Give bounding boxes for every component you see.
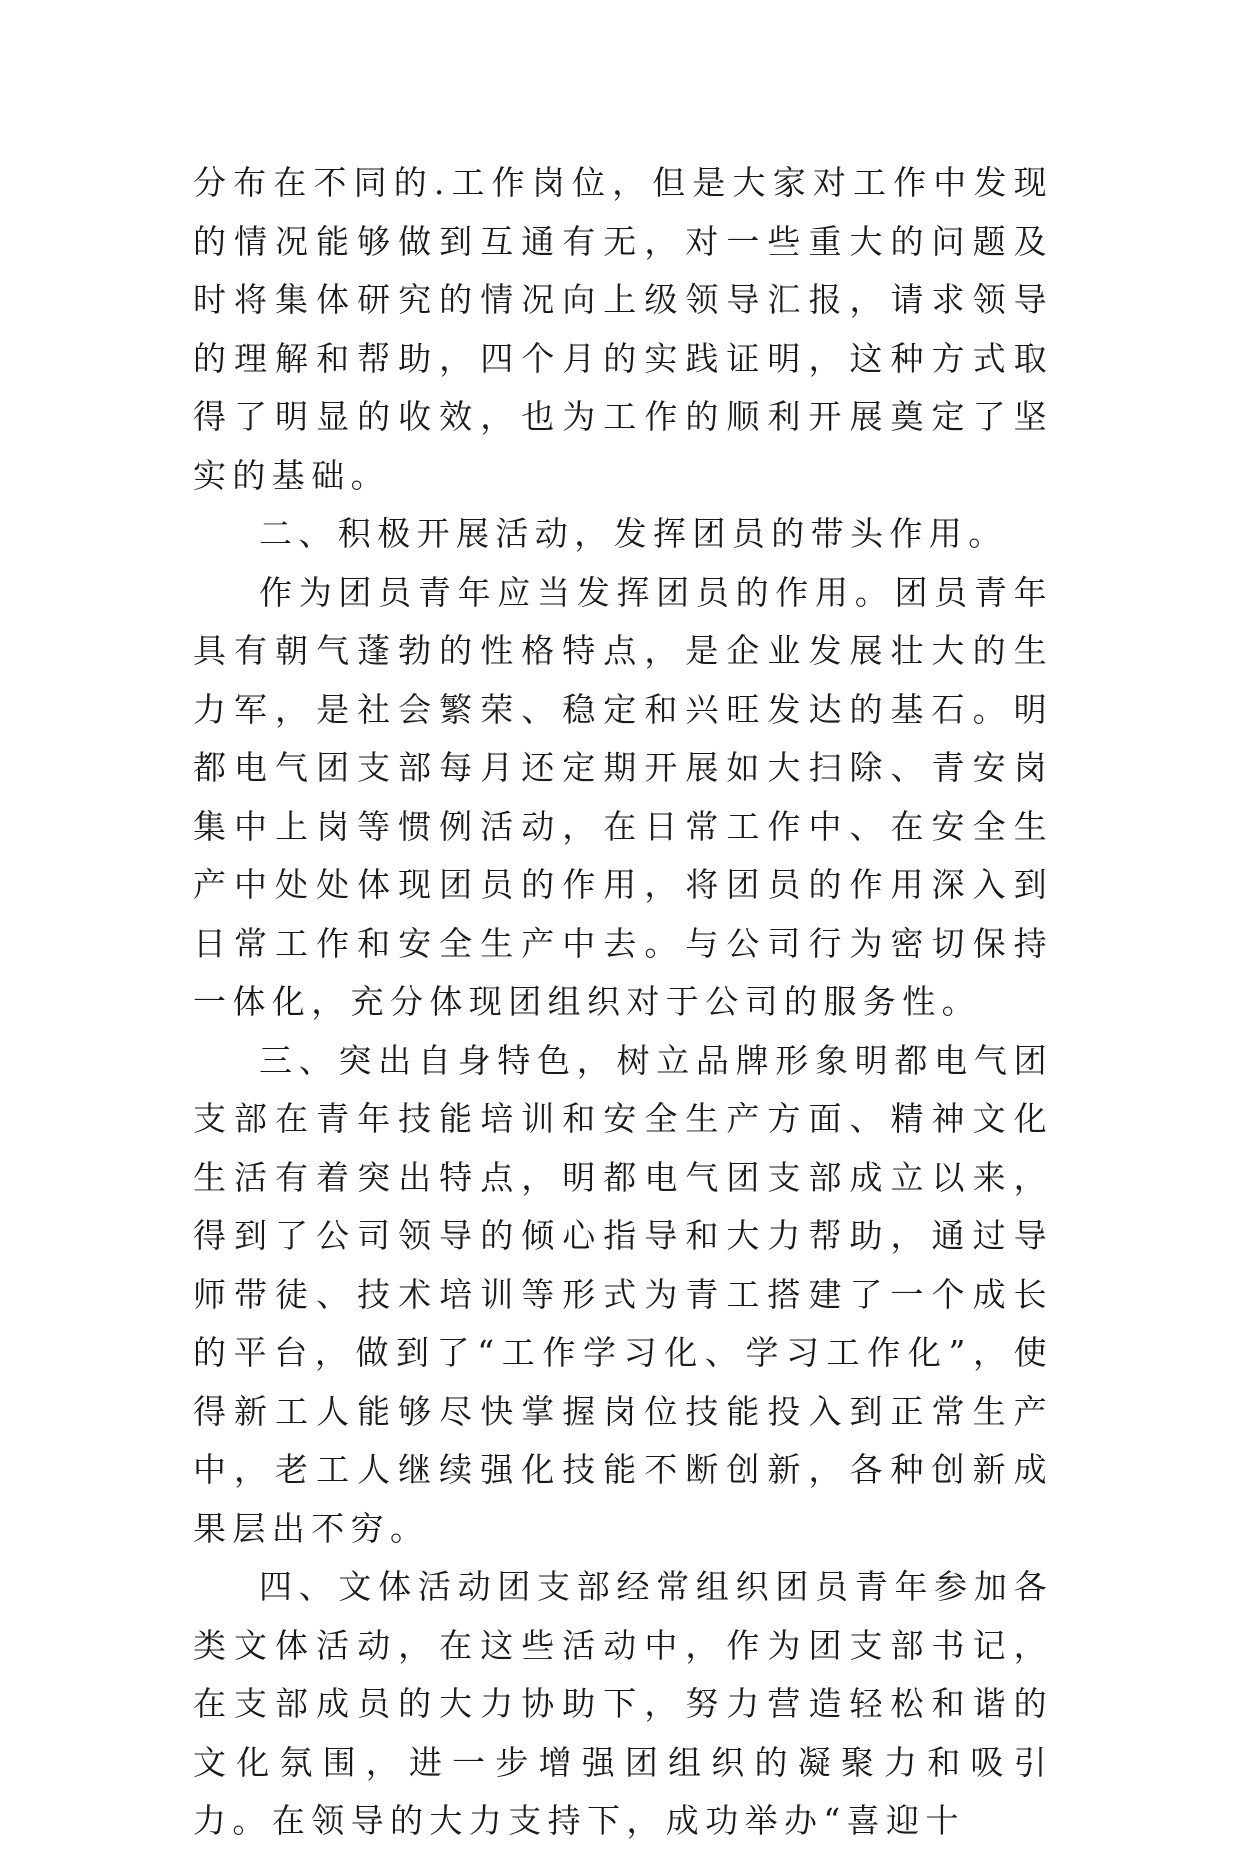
document-page [193,154,1053,1851]
paragraph-section-three: 三、突出自身特色，树立品牌形象明都电气团支部在青年技能培训和安全生产方面、精神文化生活有着突出特点，明都电气团支部成立以来，得到了公司领导的倾心指导和大力帮助，通过导师带徒、技术培训等形式为青工搭建了一个成长的平台，做到了“工作学习化、学习工作化”，使得新工人能够尽快掌握岗位技能投入到正常生产中，老工人继续强化技能不断创新，各种创新成果层出不穷。 [193,1040,1053,1548]
paragraph-section-four: 四、文体活动团支部经常组织团员青年参加各类文体活动，在这些活动中，作为团支部书记，在支部成员的大力协助下，努力营造轻松和谐的文化氛围，进一步增强团组织的凝聚力和吸引力。在领导的大力支持下，成功举办“喜迎十 [193,1567,1053,1840]
paragraph-continuation: 分布在不同的.工作岗位，但是大家对工作中发现的情况能够做到互通有无，对一些重大的问题及时将集体研究的情况向上级领导汇报，请求领导的理解和帮助，四个月的实践证明，这种方式取得了明显的收效，也为工作的顺利开展奠定了坚实的基础。 [193,163,1053,495]
paragraph-section-two-body: 作为团员青年应当发挥团员的作用。团员青年具有朝气蓬勃的性格特点，是企业发展壮大的生力军，是社会繁荣、稳定和兴旺发达的基石。明都电气团支部每月还定期开展如大扫除、青安岗集中上岗等惯例活动，在日常工作中、在安全生产中处处体现团员的作用，将团员的作用深入到日常工作和安全生产中去。与公司行为密切保持一体化，充分体现团组织对于公司的服务性。 [193,572,1053,1021]
paragraph-section-two-heading: 二、积极开展活动，发挥团员的带头作用。 [259,514,1008,553]
